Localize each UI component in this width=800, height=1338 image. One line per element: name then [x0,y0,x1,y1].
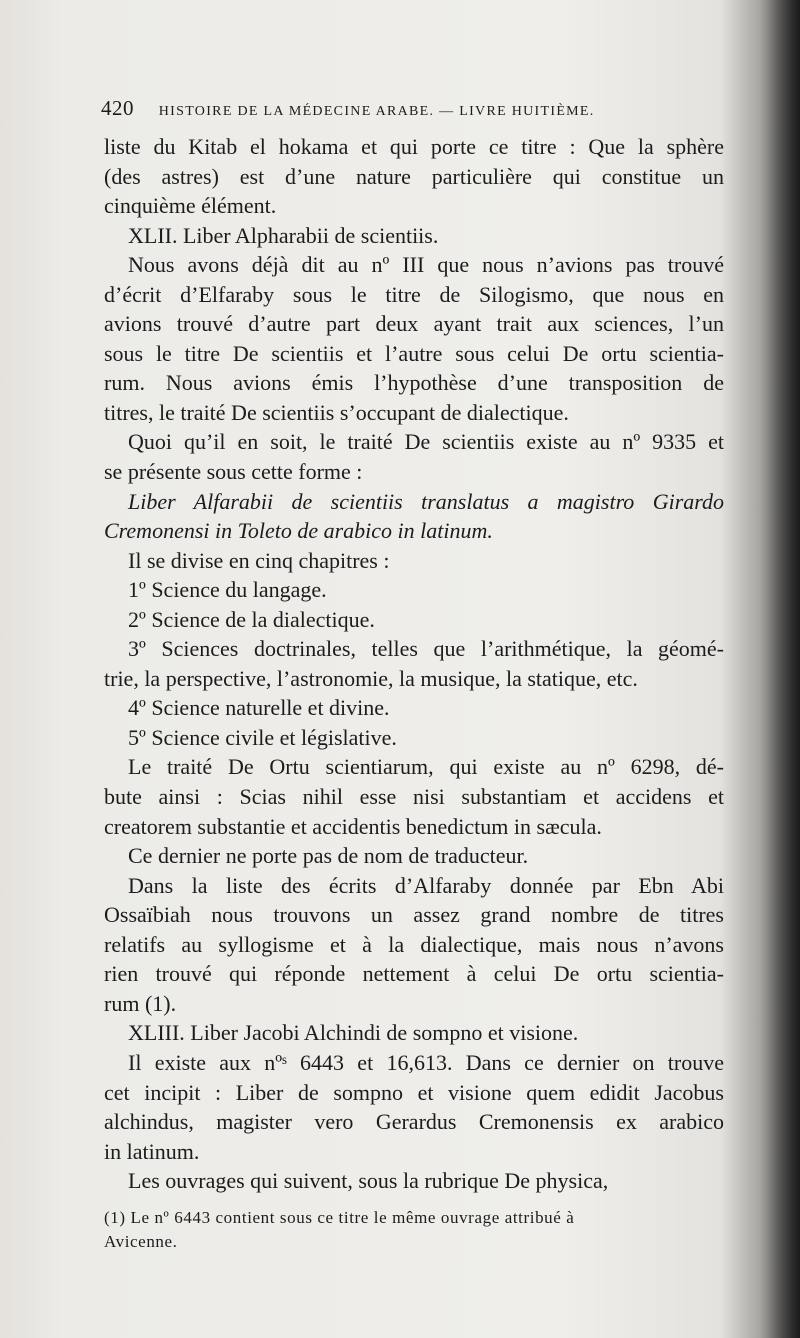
text-line: cinquième élément. [104,193,277,219]
text-line: 3º Sciences doctrinales, telles que l’arithmétique, la géomé- [128,636,724,662]
body-text [104,132,724,1196]
text-line: 4º Science naturelle et divine. [128,695,390,721]
text-line: cet incipit : Liber de sompno et visione quem edidit Jacobus [104,1079,724,1105]
text-line: Ce dernier ne porte pas de nom de traducteur. [128,843,529,869]
text-line: 5º Science civile et législative. [128,724,397,750]
text-line: creatorem substantie et accidentis benedictum in sæcula. [104,813,602,839]
page-number: 420 [101,96,134,120]
text-line: (des astres) est d’une nature particulière qui constitue un [104,163,724,189]
text-line: sous le titre De scientiis et l’autre sous celui De ortu scientia- [104,340,724,366]
text-line: Liber Alfarabii de scientiis translatus a magistro Girardo [128,488,724,514]
text-line: Dans la liste des écrits d’Alfaraby donnée par Ebn Abi [128,872,724,898]
text-line: Cremonensi in Toleto de arabico in latinum. [104,518,493,544]
text-line: relatifs au syllogisme et à la dialectique, mais nous n’avons [104,931,724,957]
text-line: XLII. Liber Alpharabii de scientiis. [128,222,439,248]
page-header [101,96,701,120]
text-line: in latinum. [104,1138,200,1164]
text-line: trie, la perspective, l’astronomie, la musique, la statique, etc. [104,665,638,691]
text-line: d’écrit d’Elfaraby sous le titre de Silogismo, que nous en [104,281,724,307]
text-line: 1º Science du langage. [128,577,327,603]
text-line: rien trouvé qui réponde nettement à celui De ortu scientia- [104,961,724,987]
text-line: titres, le traité De scientiis s’occupant de dialectique. [104,399,569,425]
text-line: XLIII. Liber Jacobi Alchindi de sompno et visione. [128,1020,579,1046]
text-line: rum. Nous avions émis l’hypothèse d’une transposition de [104,370,724,396]
text-line: Les ouvrages qui suivent, sous la rubrique De physica, [128,1168,609,1194]
text-line: Ossaïbiah nous trouvons un assez grand nombre de titres [104,902,724,928]
text-line: se présente sous cette forme : [104,459,363,485]
text-line: Il se divise en cinq chapitres : [128,547,390,573]
text-line: 2º Science de la dialectique. [128,606,375,632]
text-line: Le traité De Ortu scientiarum, qui existe au nº 6298, dé- [128,754,724,780]
text-line: Il existe aux nºˢ 6443 et 16,613. Dans ce dernier on trouve [128,1049,724,1075]
binding-shadow [760,0,800,1338]
text-line: Quoi qu’il en soit, le traité De scientiis existe au nº 9335 et [128,429,724,455]
text-line: avions trouvé d’autre part deux ayant trait aux sciences, l’un [104,311,724,337]
text-line: rum (1). [104,990,177,1016]
footnote-line: (1) Le nº 6443 contient sous ce titre le même ouvrage attribué à [104,1208,575,1227]
footnote-line: Avicenne. [104,1232,178,1251]
footnote [104,1206,724,1254]
text-line: alchindus, magister vero Gerardus Cremonensis ex arabico [104,1109,724,1135]
text-line: Nous avons déjà dit au nº III que nous n’avions pas trouvé [128,252,724,278]
text-line: liste du Kitab el hokama et qui porte ce titre : Que la sphère [104,134,724,159]
text-line: bute ainsi : Scias nihil esse nisi substantiam et accidens et [104,784,724,810]
running-title: HISTOIRE DE LA MÉDECINE ARABE. — LIVRE HUITIÈME. [158,104,595,119]
